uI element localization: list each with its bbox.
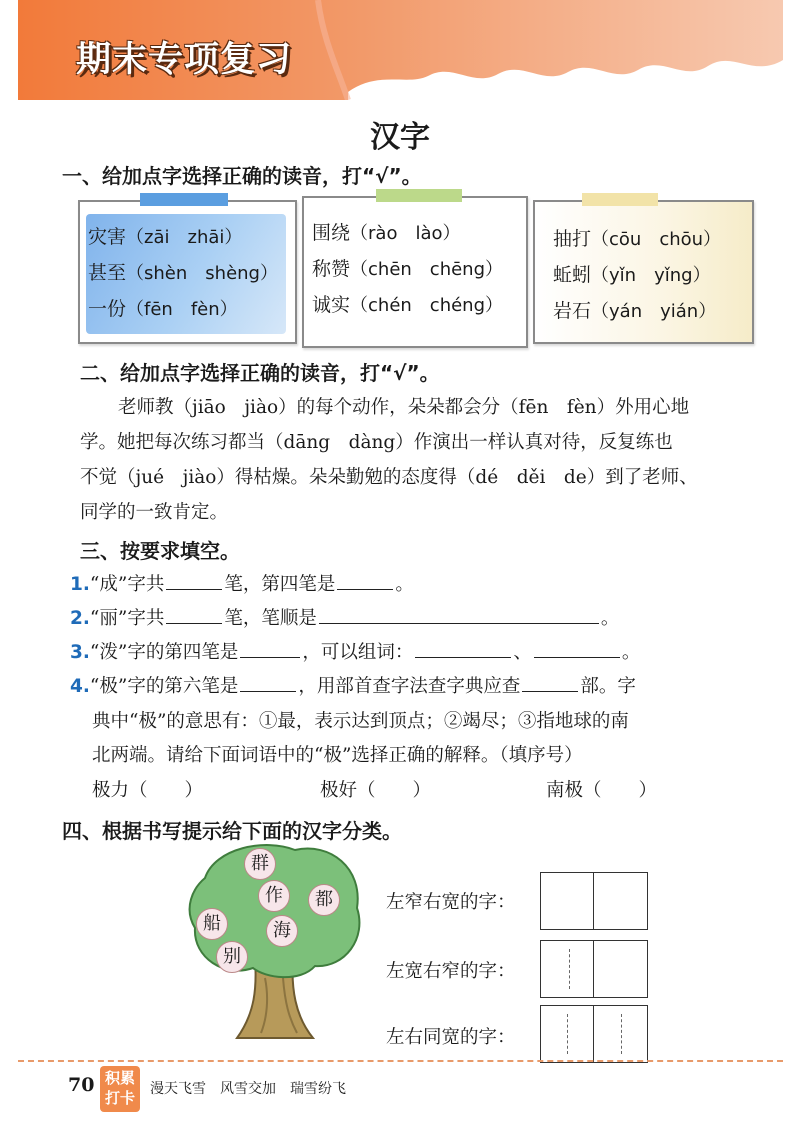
answer-blank[interactable]	[166, 622, 222, 624]
footer-divider	[18, 1060, 783, 1062]
question-3: 3.“泼”字的第四笔是 ，可以组词： 、 。	[70, 642, 641, 663]
question-2: 2.“丽”字共 笔，笔顺是 。	[70, 608, 620, 629]
card1-item-2: 甚至（shèn shèng）	[88, 262, 278, 284]
section2-line-2: 学。她把每次练习都当（dāng dàng）作演出一样认真对待，反复练也	[80, 432, 673, 453]
question-4-line-2: 典中“极”的意思有：①最，表示达到顶点；②竭尽；③指地球的南	[92, 711, 629, 732]
answer-blank[interactable]	[415, 656, 511, 658]
answer-blank[interactable]	[240, 656, 300, 658]
answer-blank[interactable]	[522, 690, 578, 692]
card3-item-2: 蚯蚓（yǐn yǐng）	[553, 264, 711, 286]
answer-box-right-narrow[interactable]	[540, 940, 648, 998]
section3-heading: 三、按要求填空。	[80, 539, 240, 563]
footer-phrases: 漫天飞雪 风雪交加 瑞雪纷飞	[150, 1081, 346, 1097]
header-banner	[18, 0, 783, 100]
page-title: 汉字	[370, 120, 430, 155]
section2-line-1: 老师教（jiāo jiào）的每个动作，朵朵都会分（fēn fèn）外用心地	[118, 397, 690, 418]
tree-char-chuan[interactable]: 船	[196, 908, 228, 940]
question-1: 1.“成”字共 笔，第四笔是 。	[70, 574, 414, 595]
question-4: 4.“极”字的第六笔是 ，用部首查字法查字典应查 部。字	[70, 676, 636, 697]
section1-heading: 一、给加点字选择正确的读音，打“√”。	[62, 164, 422, 188]
card1-item-3: 一份（fēn fèn）	[88, 298, 238, 320]
card2-item-1: 围绕（rào lào）	[312, 222, 461, 244]
page-number: 70	[68, 1074, 95, 1096]
card3-item-1: 抽打（cōu chōu）	[553, 228, 722, 250]
tree-char-hai[interactable]: 海	[266, 915, 298, 947]
word-nanji: 南极（ ）	[546, 780, 658, 801]
label-right-narrow: 左宽右窄的字：	[386, 961, 516, 982]
card1-item-1: 灾害（zāi zhāi）	[88, 226, 243, 248]
section2-line-3: 不觉（jué jiào）得枯燥。朵朵勤勉的态度得（dé děi de）到了老师、	[80, 467, 698, 488]
section2-line-4: 同学的一致肯定。	[80, 502, 229, 523]
card2-item-2: 称赞（chēn chēng）	[312, 258, 504, 280]
banner-title: 期末专项复习	[76, 40, 293, 80]
answer-blank[interactable]	[240, 690, 296, 692]
card2-item-3: 诚实（chén chéng）	[312, 294, 504, 316]
answer-box-left-narrow[interactable]	[540, 872, 648, 930]
tape-green	[376, 189, 462, 202]
answer-blank[interactable]	[337, 588, 393, 590]
answer-blank[interactable]	[534, 656, 620, 658]
accumulate-badge: 积累 打卡	[100, 1066, 140, 1112]
answer-blank[interactable]	[319, 622, 599, 624]
card3-item-3: 岩石（yán yián）	[553, 300, 717, 322]
question-4-line-3: 北两端。请给下面词语中的“极”选择正确的解释。（填序号）	[92, 745, 583, 766]
tree-char-bie[interactable]: 别	[216, 941, 248, 973]
section2-heading: 二、给加点字选择正确的读音，打“√”。	[80, 361, 440, 385]
tape-yellow	[582, 193, 658, 206]
answer-blank[interactable]	[166, 588, 222, 590]
label-left-narrow: 左窄右宽的字：	[386, 892, 516, 913]
tree-char-zuo[interactable]: 作	[258, 880, 290, 912]
label-equal-width: 左右同宽的字：	[386, 1027, 516, 1048]
word-jihao: 极好（ ）	[320, 780, 432, 801]
answer-box-equal-width[interactable]	[540, 1005, 648, 1063]
section4-heading: 四、根据书写提示给下面的汉字分类。	[62, 819, 402, 843]
word-jili: 极力（ ）	[92, 780, 204, 801]
tape-blue	[140, 193, 228, 206]
tree-char-dou[interactable]: 都	[308, 884, 340, 916]
tree-char-qun[interactable]: 群	[244, 848, 276, 880]
